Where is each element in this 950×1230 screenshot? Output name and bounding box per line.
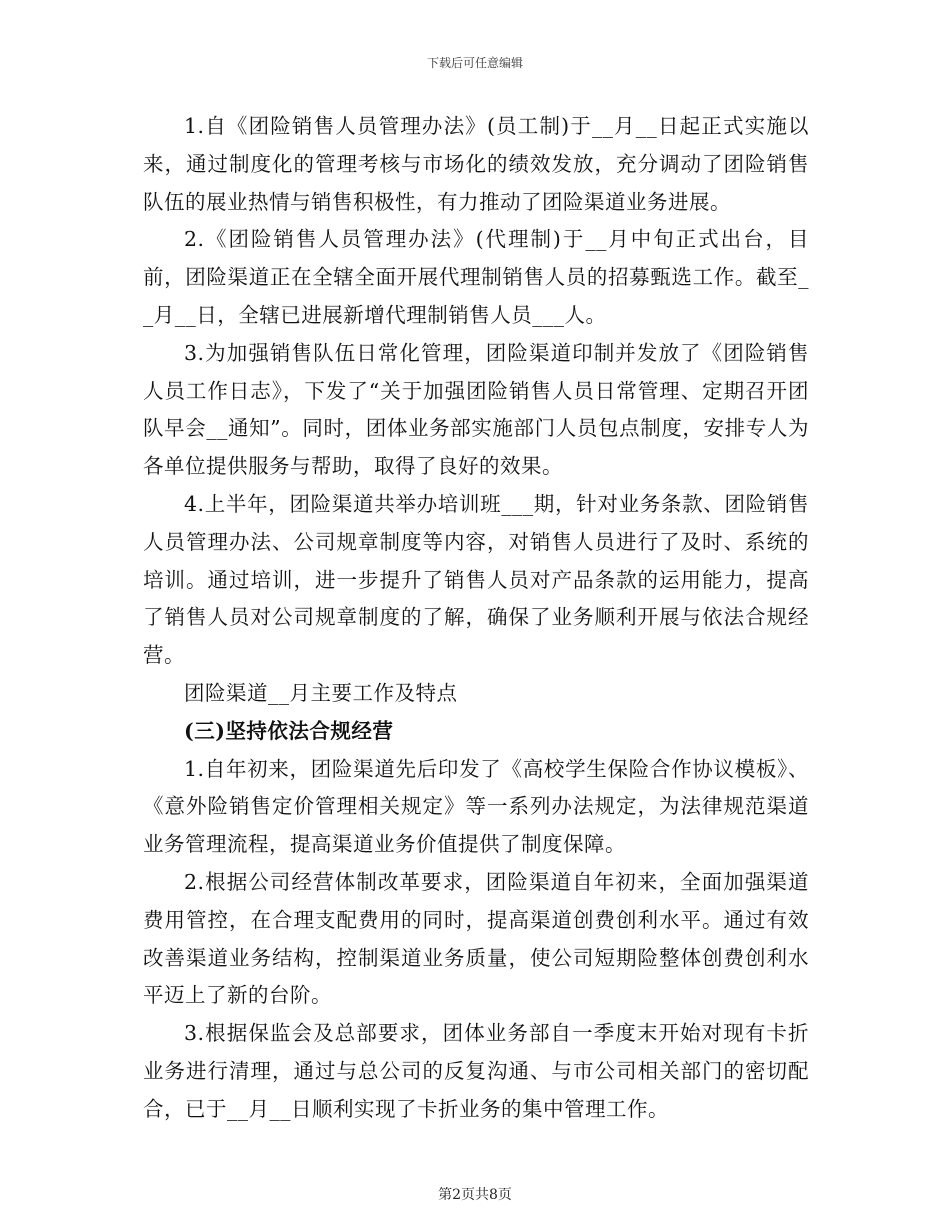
paragraph-4: 4.上半年，团险渠道共举办培训班___期，针对业务条款、团险销售人员管理办法、公司规章制度等内容，对销售人员进行了及时、系统的培训。通过培训，进一步提升了销售人员对产品条款的运用能力，提高了销售人员对公司规章制度的了解，确保了业务顺利开展与依法合规经营。 (143, 491, 809, 668)
paragraph-3: 3.为加强销售队伍日常化管理，团险渠道印制并发放了《团险销售人员工作日志》，下发了“关于加强团险销售人员日常管理、定期召开团队早会__通知”。同时，团体业务部实施部门人员包点制度，安排专人为各单位提供服务与帮助，取得了良好的效果。 (143, 340, 809, 479)
paragraph-subtitle: 团险渠道__月主要工作及特点 (184, 680, 458, 705)
page-header: 下载后可任意编辑 (426, 56, 523, 70)
paragraph-2: 2.《团险销售人员管理办法》(代理制)于__月中旬正式出台，目前，团险渠道正在全辖全面开展代理制销售人员的招募甄选工作。截至__月__日，全辖已进展新增代理制销售人员___人。 (143, 227, 809, 327)
page-footer: 第2页共8页 (438, 1187, 512, 1203)
paragraph-1: 1.自《团险销售人员管理办法》(员工制)于__月__日起正式实施以来，通过制度化的管理考核与市场化的绩效发放，充分调动了团险销售队伍的展业热情与销售积极性，有力推动了团险渠道业务进展。 (143, 114, 809, 214)
section-heading: (三)坚持依法合规经营 (184, 718, 394, 743)
section-paragraph-2: 2.根据公司经营体制改革要求，团险渠道自年初来，全面加强渠道费用管控，在合理支配费用的同时，提高渠道创费创利水平。通过有效改善渠道业务结构，控制渠道业务质量，使公司短期险整体创费创利水平迈上了新的台阶。 (143, 869, 809, 1008)
document-body (143, 108, 809, 1129)
section-paragraph-3: 3.根据保监会及总部要求，团体业务部自一季度末开始对现有卡折业务进行清理，通过与总公司的反复沟通、与市公司相关部门的密切配合，已于__月__日顺利实现了卡折业务的集中管理工作。 (143, 1021, 809, 1121)
section-paragraph-1: 1.自年初来，团险渠道先后印发了《高校学生保险合作协议模板》、《意外险销售定价管理相关规定》等一系列办法规定，为法律规范渠道业务管理流程，提高渠道业务价值提供了制度保障。 (143, 756, 809, 857)
